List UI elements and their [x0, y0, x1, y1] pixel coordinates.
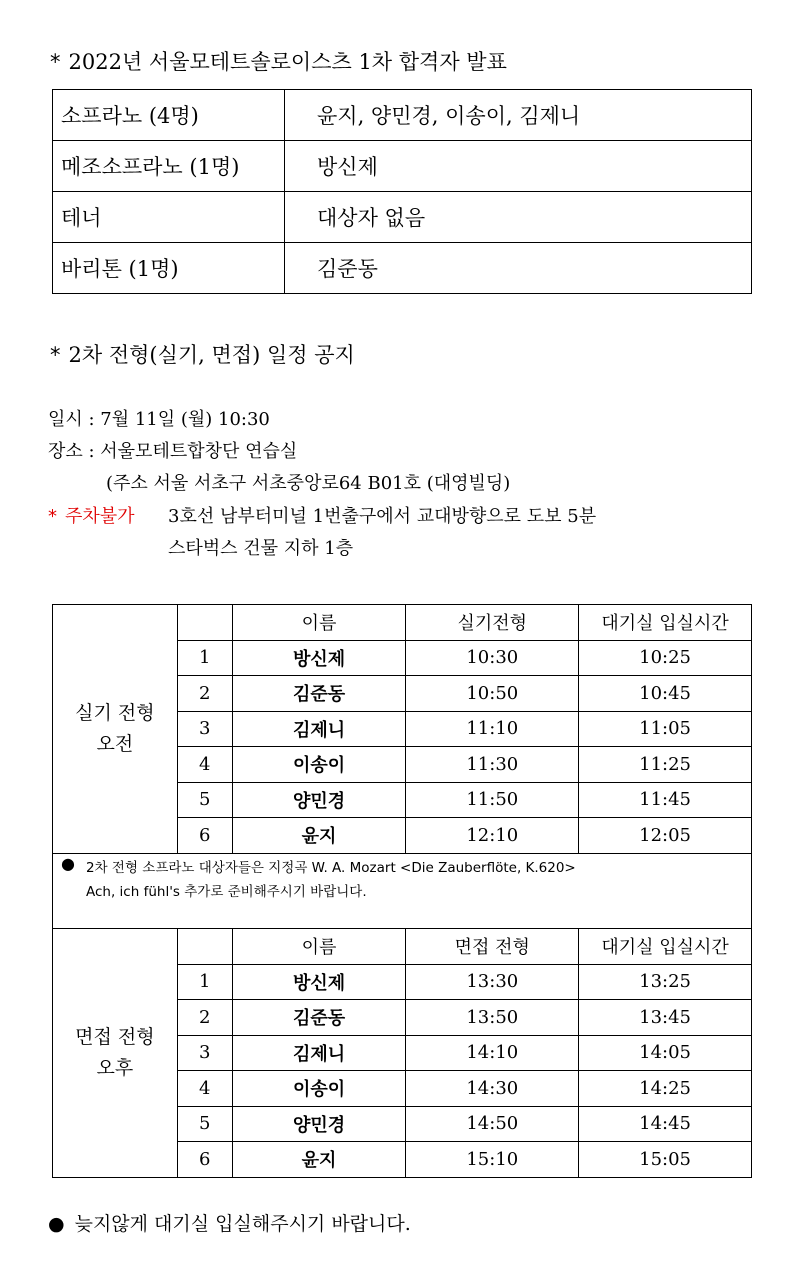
interview-group-label [53, 929, 178, 1178]
exam-time: 14:50 [406, 1106, 579, 1142]
waiting-room-time: 13:45 [579, 1000, 752, 1036]
row-number: 2 [177, 1000, 232, 1036]
practical-schedule-table [52, 604, 752, 854]
table-row [53, 243, 752, 294]
note-line2: Ach, ich fühl's 추가로 준비해주시기 바랍니다. [86, 884, 367, 900]
table-row [53, 141, 752, 192]
repertoire-note [52, 851, 752, 929]
waiting-room-time: 11:45 [579, 782, 752, 818]
asterisk-mark: * [48, 506, 57, 527]
waiting-room-time: 14:25 [579, 1071, 752, 1107]
column-header: 이름 [232, 605, 406, 641]
directions-line2: 스타벅스 건물 지하 1층 [168, 538, 354, 559]
exam-time: 14:10 [406, 1035, 579, 1071]
parking-notice [48, 502, 135, 528]
row-number: 1 [177, 640, 232, 676]
section2-heading [50, 339, 355, 369]
table-header-row [53, 605, 752, 641]
candidate-name: 양민경 [232, 1106, 406, 1142]
exam-time: 11:10 [406, 711, 579, 747]
candidate-name: 이송이 [232, 747, 406, 783]
candidate-name: 윤지 [232, 1142, 406, 1178]
waiting-room-time: 14:45 [579, 1106, 752, 1142]
candidate-name: 김제니 [232, 1035, 406, 1071]
table-row [53, 192, 752, 243]
candidate-name: 방신제 [232, 964, 406, 1000]
column-header [177, 605, 232, 641]
exam-time: 11:30 [406, 747, 579, 783]
row-number: 5 [177, 1106, 232, 1142]
exam-time: 14:30 [406, 1071, 579, 1107]
row-number: 4 [177, 747, 232, 783]
section2-title: 2차 전형(실기, 면접) 일정 공지 [68, 343, 355, 367]
candidate-name: 양민경 [232, 782, 406, 818]
row-number: 4 [177, 1071, 232, 1107]
column-header: 이름 [232, 929, 406, 965]
row-number: 1 [177, 964, 232, 1000]
waiting-room-time: 12:05 [579, 818, 752, 854]
directions-line1: 3호선 남부터미널 1번출구에서 교대방향으로 도보 5분 [168, 506, 597, 527]
interview-schedule-table [52, 928, 752, 1178]
column-header: 실기전형 [406, 605, 579, 641]
candidate-name: 윤지 [232, 818, 406, 854]
group-label-line: 오후 [96, 1056, 134, 1079]
table-header-row [53, 929, 752, 965]
group-label-line: 면접 전형 [75, 1025, 155, 1048]
table-row [53, 90, 752, 141]
row-number: 3 [177, 711, 232, 747]
passed-names: 윤지, 양민경, 이송이, 김제니 [285, 90, 752, 141]
column-header: 면접 전형 [406, 929, 579, 965]
waiting-room-time: 10:25 [579, 640, 752, 676]
exam-time: 15:10 [406, 1142, 579, 1178]
footer-note [48, 1209, 411, 1236]
row-number: 6 [177, 1142, 232, 1178]
bullet-icon: ● [48, 1213, 65, 1235]
asterisk-mark: * [50, 50, 61, 74]
bullet-icon: ● [61, 854, 75, 873]
waiting-room-time: 11:05 [579, 711, 752, 747]
voice-part: 바리톤 (1명) [53, 243, 285, 294]
waiting-room-time: 10:45 [579, 676, 752, 712]
column-header: 대기실 입실시간 [579, 929, 752, 965]
row-number: 6 [177, 818, 232, 854]
group-label-line: 오전 [96, 732, 134, 755]
section1-title: 2022년 서울모테트솔로이스츠 1차 합격자 발표 [68, 50, 507, 74]
exam-time: 10:50 [406, 676, 579, 712]
waiting-room-time: 11:25 [579, 747, 752, 783]
parking-label: 주차불가 [65, 506, 135, 527]
exam-time: 11:50 [406, 782, 579, 818]
waiting-room-time: 14:05 [579, 1035, 752, 1071]
row-number: 5 [177, 782, 232, 818]
group-label-line: 실기 전형 [75, 701, 155, 724]
candidate-name: 김준동 [232, 1000, 406, 1036]
exam-time: 13:30 [406, 964, 579, 1000]
candidate-name: 김제니 [232, 711, 406, 747]
voice-part: 메조소프라노 (1명) [53, 141, 285, 192]
column-header [177, 929, 232, 965]
row-number: 3 [177, 1035, 232, 1071]
candidate-name: 김준동 [232, 676, 406, 712]
exam-time: 12:10 [406, 818, 579, 854]
voice-part: 소프라노 (4명) [53, 90, 285, 141]
asterisk-mark: * [50, 343, 61, 367]
schedule-date: 일시 : 7월 11일 (월) 10:30 [48, 409, 270, 430]
results-table [52, 89, 752, 294]
candidate-name: 방신제 [232, 640, 406, 676]
waiting-room-time: 13:25 [579, 964, 752, 1000]
schedule-address: (주소 서울 서초구 서초중앙로64 B01호 (대영빌딩) [106, 473, 511, 494]
exam-time: 10:30 [406, 640, 579, 676]
row-number: 2 [177, 676, 232, 712]
footer-text: 늦지않게 대기실 입실해주시기 바랍니다. [74, 1213, 411, 1235]
waiting-room-time: 15:05 [579, 1142, 752, 1178]
section1-heading [50, 46, 507, 76]
passed-names: 방신제 [285, 141, 752, 192]
candidate-name: 이송이 [232, 1071, 406, 1107]
schedule-place: 장소 : 서울모테트합창단 연습실 [48, 441, 298, 462]
voice-part: 테너 [53, 192, 285, 243]
note-line1: 2차 전형 소프라노 대상자들은 지정곡 W. A. Mozart <Die Zauberflöte, K.620> [86, 860, 576, 876]
exam-time: 13:50 [406, 1000, 579, 1036]
practical-group-label [53, 605, 178, 854]
passed-names: 김준동 [285, 243, 752, 294]
passed-names: 대상자 없음 [285, 192, 752, 243]
column-header: 대기실 입실시간 [579, 605, 752, 641]
